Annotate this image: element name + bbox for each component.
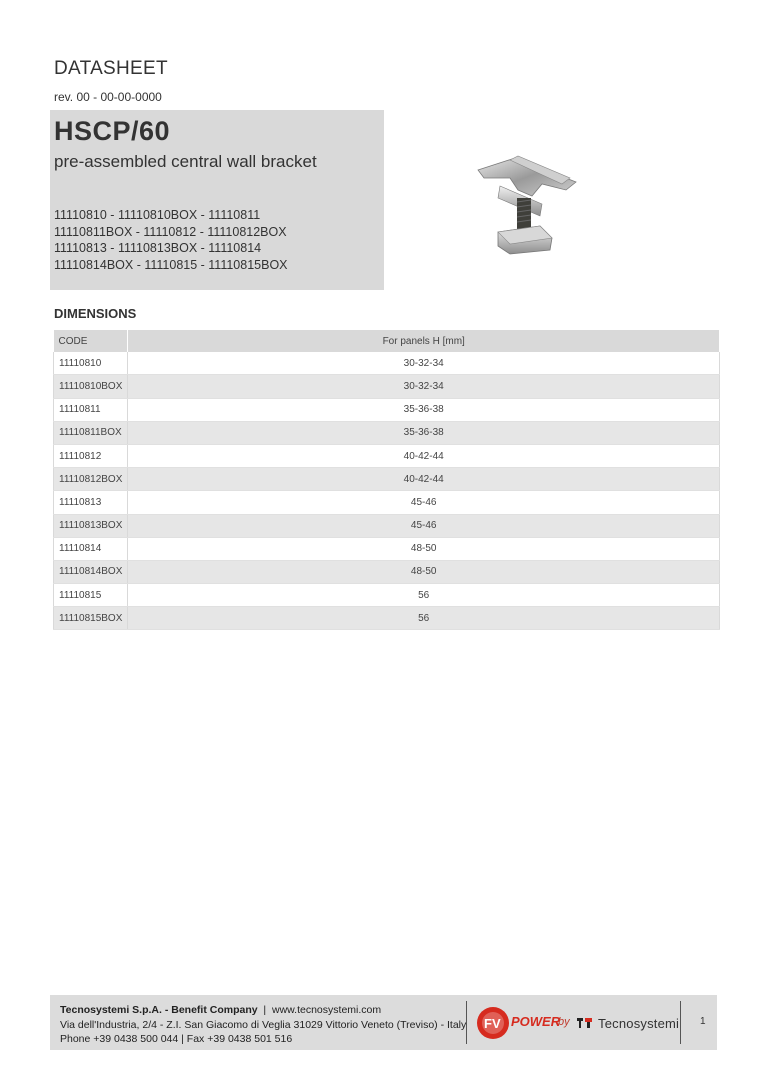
product-code: HSCP/60: [54, 116, 171, 146]
cell-panels: 40-42-44: [128, 444, 720, 467]
cell-code: 11110810: [54, 352, 128, 375]
table-row: [54, 514, 720, 537]
cell-panels: 48-50: [128, 537, 720, 560]
footer-company-line: Tecnosystemi S.p.A. - Benefit Company | www.tecnosystemi.com: [60, 1004, 382, 1016]
footer-website-link[interactable]: www.tecnosystemi.com: [272, 1004, 382, 1016]
cell-code: 11110815: [54, 584, 128, 607]
cell-panels: 35-36-38: [128, 421, 720, 444]
table-row: [54, 421, 720, 444]
table-row: [54, 444, 720, 467]
table-row: [54, 560, 720, 583]
revision-text: rev. 00 - 00-00-0000: [54, 90, 162, 104]
fv-power-logo: [475, 1004, 565, 1042]
footer-divider: [466, 1001, 467, 1044]
dimensions-table: [53, 330, 720, 630]
cell-panels: 40-42-44: [128, 468, 720, 491]
cell-code: 11110814: [54, 537, 128, 560]
cell-panels: 30-32-34: [128, 375, 720, 398]
dimensions-title: DIMENSIONS: [54, 306, 137, 321]
cell-panels: 45-46: [128, 491, 720, 514]
table-header-row: [54, 330, 720, 352]
code-line: 11110814BOX - 11110815 - 11110815BOX: [54, 257, 288, 272]
cell-code: 11110810BOX: [54, 375, 128, 398]
code-line: 11110813 - 11110813BOX - 11110814: [54, 241, 262, 255]
table-row: [54, 352, 720, 375]
table-row: [54, 468, 720, 491]
footer-phone: Phone +39 0438 500 044 | Fax +39 0438 501 516: [60, 1033, 293, 1045]
table-row: [54, 584, 720, 607]
tecnosystemi-mark-icon: [577, 1017, 593, 1029]
header-panels: For panels H [mm]: [128, 330, 720, 352]
power-logo-text: POWER: [511, 1014, 561, 1029]
code-line: 11110810 - 11110810BOX - 11110811: [54, 208, 261, 222]
table-row: [54, 375, 720, 398]
cell-panels: 56: [128, 584, 720, 607]
tecnosystemi-logo-text: Tecnosystemi: [598, 1015, 680, 1031]
table-row: [54, 607, 720, 630]
table-row: [54, 398, 720, 421]
table-row: [54, 537, 720, 560]
page-number: 1: [700, 1016, 706, 1027]
product-description: pre-assembled central wall bracket: [54, 152, 317, 171]
code-line: 11110811BOX - 11110812 - 11110812BOX: [54, 224, 287, 239]
footer-company-name: Tecnosystemi S.p.A. - Benefit Company: [60, 1004, 258, 1016]
table-row: [54, 491, 720, 514]
footer-address: Via dell'Industria, 2/4 - Z.I. San Giacomo di Veglia 31029 Vittorio Veneto (Treviso) - Italy: [60, 1019, 467, 1031]
cell-code: 11110813: [54, 491, 128, 514]
tecnosystemi-logo: [577, 1014, 679, 1032]
footer-divider: [680, 1001, 681, 1044]
cell-panels: 48-50: [128, 560, 720, 583]
cell-panels: 30-32-34: [128, 352, 720, 375]
page-footer: [50, 995, 717, 1050]
brand-by-text: by: [558, 1016, 570, 1028]
cell-panels: 45-46: [128, 514, 720, 537]
cell-code: 11110814BOX: [54, 560, 128, 583]
product-code-list: [54, 207, 288, 273]
bracket-clamp-icon: [470, 150, 585, 260]
fv-logo-text: FV: [484, 1016, 501, 1031]
cell-code: 11110812: [54, 444, 128, 467]
cell-panels: 35-36-38: [128, 398, 720, 421]
cell-panels: 56: [128, 607, 720, 630]
cell-code: 11110811BOX: [54, 421, 128, 444]
product-title-box: [50, 110, 384, 290]
header-code: CODE: [54, 330, 128, 352]
doc-label: DATASHEET: [54, 58, 168, 79]
cell-code: 11110811: [54, 398, 128, 421]
cell-code: 11110815BOX: [54, 607, 128, 630]
cell-code: 11110813BOX: [54, 514, 128, 537]
cell-code: 11110812BOX: [54, 468, 128, 491]
